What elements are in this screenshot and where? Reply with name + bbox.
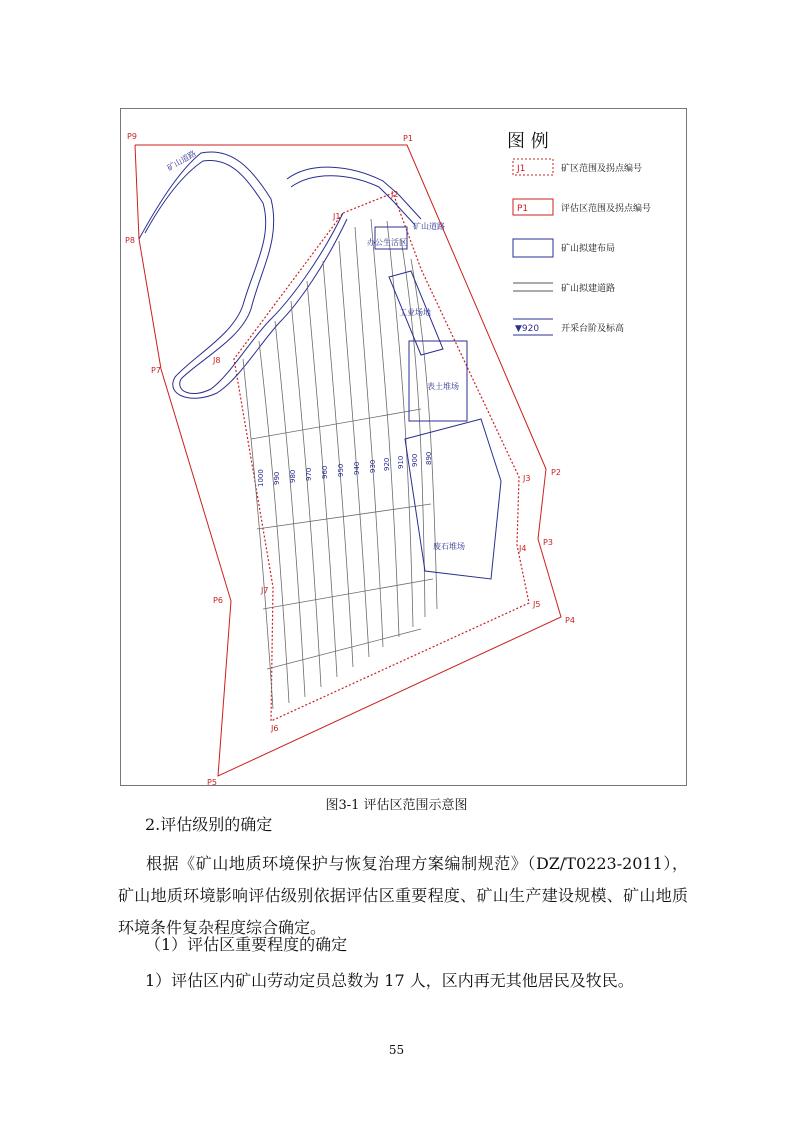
mine-point-label: J4 [519, 544, 527, 553]
mine-point-label: J2 [391, 190, 399, 199]
section-heading: 2.评估级别的确定 [145, 815, 273, 834]
evaluation-boundary [135, 145, 561, 776]
bench-label: 970 [305, 467, 313, 481]
mine-point-label: J7 [261, 586, 269, 595]
bench-label: 920 [383, 457, 391, 471]
bench-label: 910 [397, 455, 405, 469]
bench-label: 930 [369, 459, 377, 473]
list-item: 1）评估区内矿山劳动定员总数为 17 人，区内再无其他居民及牧民。 [145, 971, 634, 990]
bench-label: 1000 [257, 469, 265, 487]
bench-label: 940 [353, 461, 361, 475]
mine-point-label: J1 [333, 212, 341, 221]
mine-roads [139, 152, 421, 398]
industrial-area-label: 工业场地 [399, 308, 431, 317]
bench-label: 960 [321, 465, 329, 479]
eval-point-label: P3 [543, 538, 553, 547]
bench-label: 980 [289, 469, 297, 483]
subheading: （1）评估区重要程度的确定 [145, 935, 348, 954]
bench-label: 900 [411, 453, 419, 467]
eval-point-label: P5 [207, 778, 217, 787]
waste-area-box [405, 419, 501, 579]
legend-title: 图 例 [507, 131, 549, 152]
eval-point-label: P8 [125, 236, 135, 245]
mine-point-label: J5 [533, 600, 541, 609]
legend-label: 矿区范围及拐点编号 [561, 164, 643, 174]
bench-label: 990 [273, 471, 281, 485]
legend-label: 评估区范围及拐点编号 [561, 204, 652, 214]
topsoil-area-label: 表土堆场 [427, 382, 459, 391]
eval-point-label: P2 [551, 468, 561, 477]
eval-point-label: P1 [403, 134, 413, 143]
eval-point-label: P6 [213, 596, 223, 605]
figure-frame [120, 108, 687, 786]
topsoil-area-box [409, 341, 467, 421]
mine-point-label: J8 [213, 356, 221, 365]
site-map [121, 109, 688, 787]
road-left-label: 矿山道路 [165, 148, 198, 173]
legend-sample-text: J1 [517, 164, 526, 174]
road-upper-label: 矿山道路 [413, 222, 445, 231]
legend-label: 开采台阶及标高 [561, 324, 625, 334]
bench-label: 890 [425, 451, 433, 465]
eval-point-label: P4 [565, 616, 575, 625]
legend-label: 矿山拟建布局 [561, 244, 616, 254]
page-number: 55 [388, 1043, 405, 1057]
legend-sample-text: P1 [517, 204, 529, 214]
office-area-label: 办公生活区 [367, 238, 407, 247]
mine-point-label: J3 [523, 474, 531, 483]
legend-label: 矿山拟建道路 [561, 284, 616, 294]
mine-point-label: J6 [271, 724, 279, 733]
waste-area-label: 废石堆场 [433, 542, 465, 551]
figure-caption: 图3-1 评估区范围示意图 [325, 798, 468, 813]
legend-sample-layout [513, 239, 553, 257]
eval-point-label: P7 [151, 366, 161, 375]
bench-label: 950 [337, 463, 345, 477]
body-paragraph: 根据《矿山地质环境保护与恢复治理方案编制规范》（DZ/T0223-2011），矿山地质环境影响评估级别依据评估区重要程度、矿山生产建设规模、矿山地质环境条件复杂程度综合确定。 [118, 854, 688, 937]
eval-point-label: P9 [127, 132, 137, 141]
mine-boundary [234, 193, 529, 721]
legend [507, 131, 651, 335]
legend-sample-text: ▼920 [515, 324, 540, 334]
